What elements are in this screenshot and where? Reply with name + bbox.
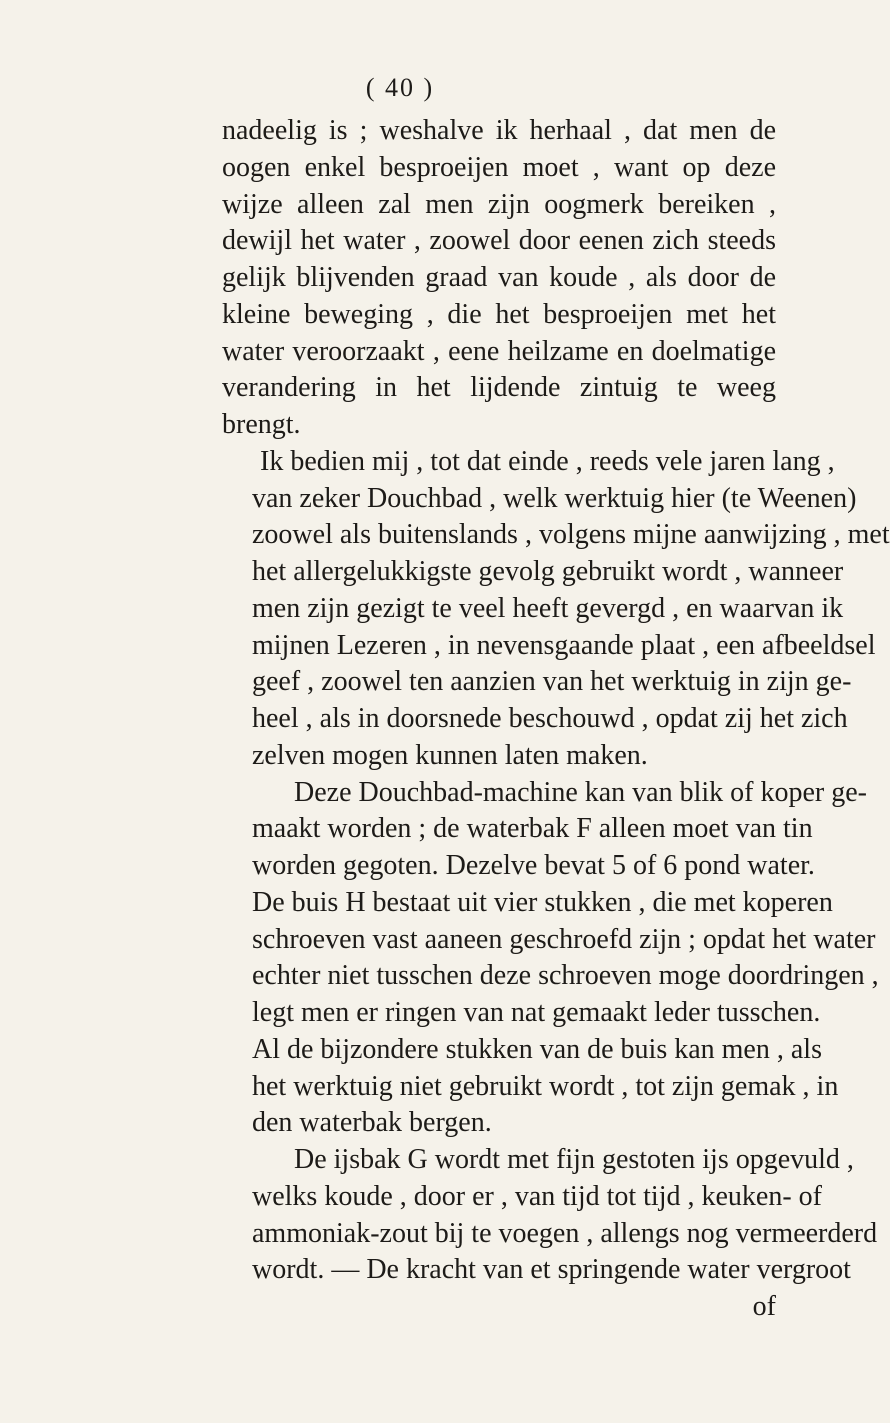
- text-line: het allergelukkigste gevolg gebruikt wordt , wanneer: [252, 556, 844, 587]
- text-line: wordt. — De kracht van et springende water vergroot: [252, 1254, 851, 1286]
- text-line: nadeelig is ; weshalve ik herhaal , dat men de: [222, 115, 776, 146]
- text-line: worden gegoten. Dezelve bevat 5 of 6 pond water.: [252, 850, 815, 881]
- text-line: zelven mogen kunnen laten maken.: [252, 739, 648, 771]
- text-line: gelijk blijvenden graad van koude , als door de: [222, 262, 776, 293]
- text-line: van zeker Douchbad , welk werktuig hier (te Weenen): [252, 482, 857, 514]
- text-line: De ijsbak G wordt met fijn gestoten ijs opgevuld ,: [294, 1144, 854, 1175]
- text-line: Deze Douchbad-machine kan van blik of koper ge-: [294, 776, 867, 808]
- text-line: dewijl het water , zoowel door eenen zich steeds: [222, 225, 776, 257]
- text-line: water veroorzaakt , eene heilzame en doelmatige: [222, 335, 776, 367]
- text-line: kleine beweging , die het besproeijen met het: [222, 298, 776, 330]
- text-line: geef , zoowel ten aanzien van het werktuig in zijn ge-: [252, 666, 852, 698]
- text-line: echter niet tusschen deze schroeven moge doordringen ,: [252, 960, 879, 992]
- text-line: schroeven vast aaneen geschroefd zijn ; opdat het water: [252, 923, 876, 955]
- text-line: men zijn gezigt te veel heeft gevergd , en waarvan ik: [252, 592, 844, 624]
- text-line: Al de bijzondere stukken van de buis kan men , als: [252, 1033, 822, 1065]
- text-line: maakt worden ; de waterbak F alleen moet van tin: [252, 813, 813, 845]
- text-line: ammoniak-zout bij te voegen , allengs nog vermeerderd: [252, 1217, 878, 1249]
- text-line: of: [752, 1291, 776, 1322]
- text-line: wijze alleen zal men zijn oogmerk bereiken ,: [222, 188, 776, 220]
- text-line: De buis H bestaat uit vier stukken , die met koperen: [252, 886, 833, 918]
- text-line: heel , als in doorsnede beschouwd , opdat zij het zich: [252, 703, 848, 734]
- text-line: brengt.: [222, 409, 301, 440]
- text-line: welks koude , door er , van tijd tot tijd , keuken- of: [252, 1180, 822, 1212]
- body-text: [108, 113, 890, 1326]
- text-line: zoowel als buitenslands , volgens mijne aanwijzing , met: [252, 519, 890, 551]
- page-number: ( 40 ): [365, 73, 435, 102]
- text-line: oogen enkel besproeijen moet , want op deze: [222, 151, 776, 183]
- text-line: legt men er ringen van nat gemaakt leder tusschen.: [252, 997, 821, 1028]
- text-line: mijnen Lezeren , in nevensgaande plaat , een afbeeldsel: [252, 629, 876, 661]
- text-line: Ik bedien mij , tot dat einde , reeds vele jaren lang ,: [260, 445, 835, 477]
- text-line: het werktuig niet gebruikt wordt , tot zijn gemak , in: [252, 1070, 839, 1102]
- text-line: verandering in het lijdende zintuig te weeg: [222, 372, 776, 404]
- text-line: den waterbak bergen.: [252, 1107, 492, 1139]
